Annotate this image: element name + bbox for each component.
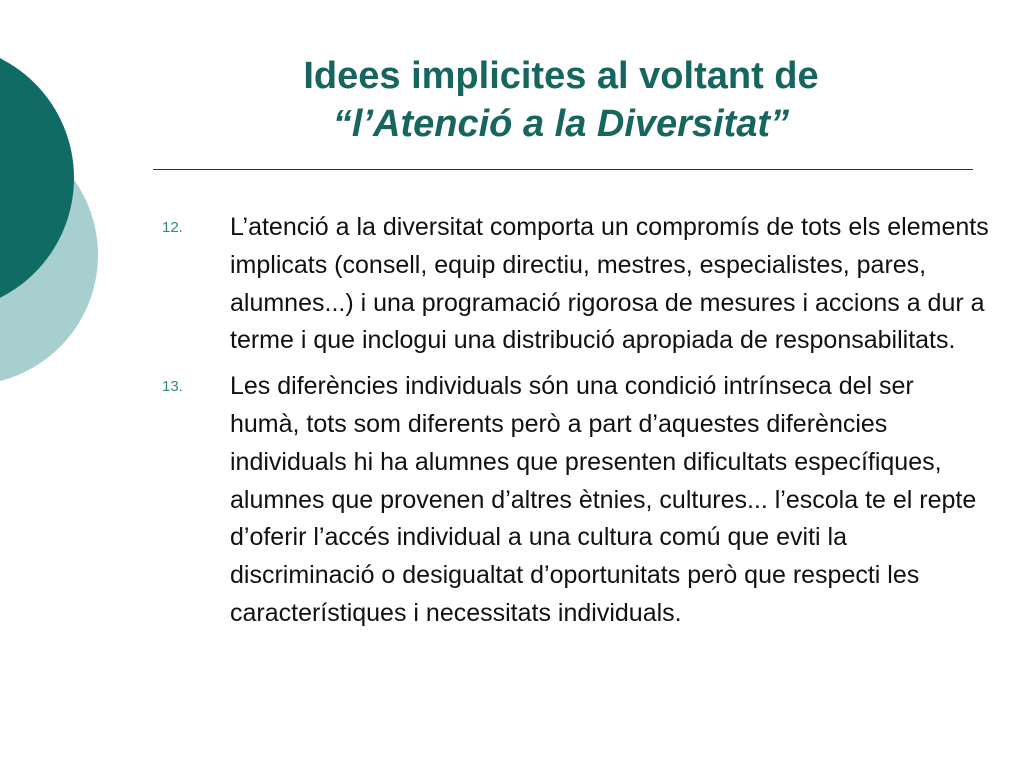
list-item: [160, 209, 990, 360]
list-item-number: 13.: [162, 378, 183, 396]
list-item-number: 12.: [162, 219, 183, 236]
numbered-list: [160, 209, 990, 641]
list-item: [160, 368, 990, 633]
list-item-text: L’atenció a la diversitat comporta un compromís de tots els elements implicats (consell, equip directiu, mestres, especialistes, pares, alumnes...) i una programació rigorosa de mesures i accions a dur a terme i que inclogui una distribució apropiada de responsabilitats.: [230, 213, 989, 355]
title-line-1: Idees implicites al voltant de: [303, 55, 819, 97]
title-line-2: “l’Atenció a la Diversitat”: [332, 103, 790, 145]
list-item-text: Les diferències individuals són una condició intrínseca del ser humà, tots som diferents però a part d’aquestes diferències individuals hi ha alumnes que presenten dificultats específiques, alumnes que provenen d’altres ètnies, cultures... l’escola te el repte d’oferir l’accés individual a una cultura comú que eviti la discriminació o desigualtat d’oportunitats però que respecti les característiques i necessitats individuals.: [230, 372, 977, 627]
title-divider: [153, 169, 973, 170]
slide-title: [150, 52, 972, 148]
decorative-circles: [0, 0, 110, 400]
